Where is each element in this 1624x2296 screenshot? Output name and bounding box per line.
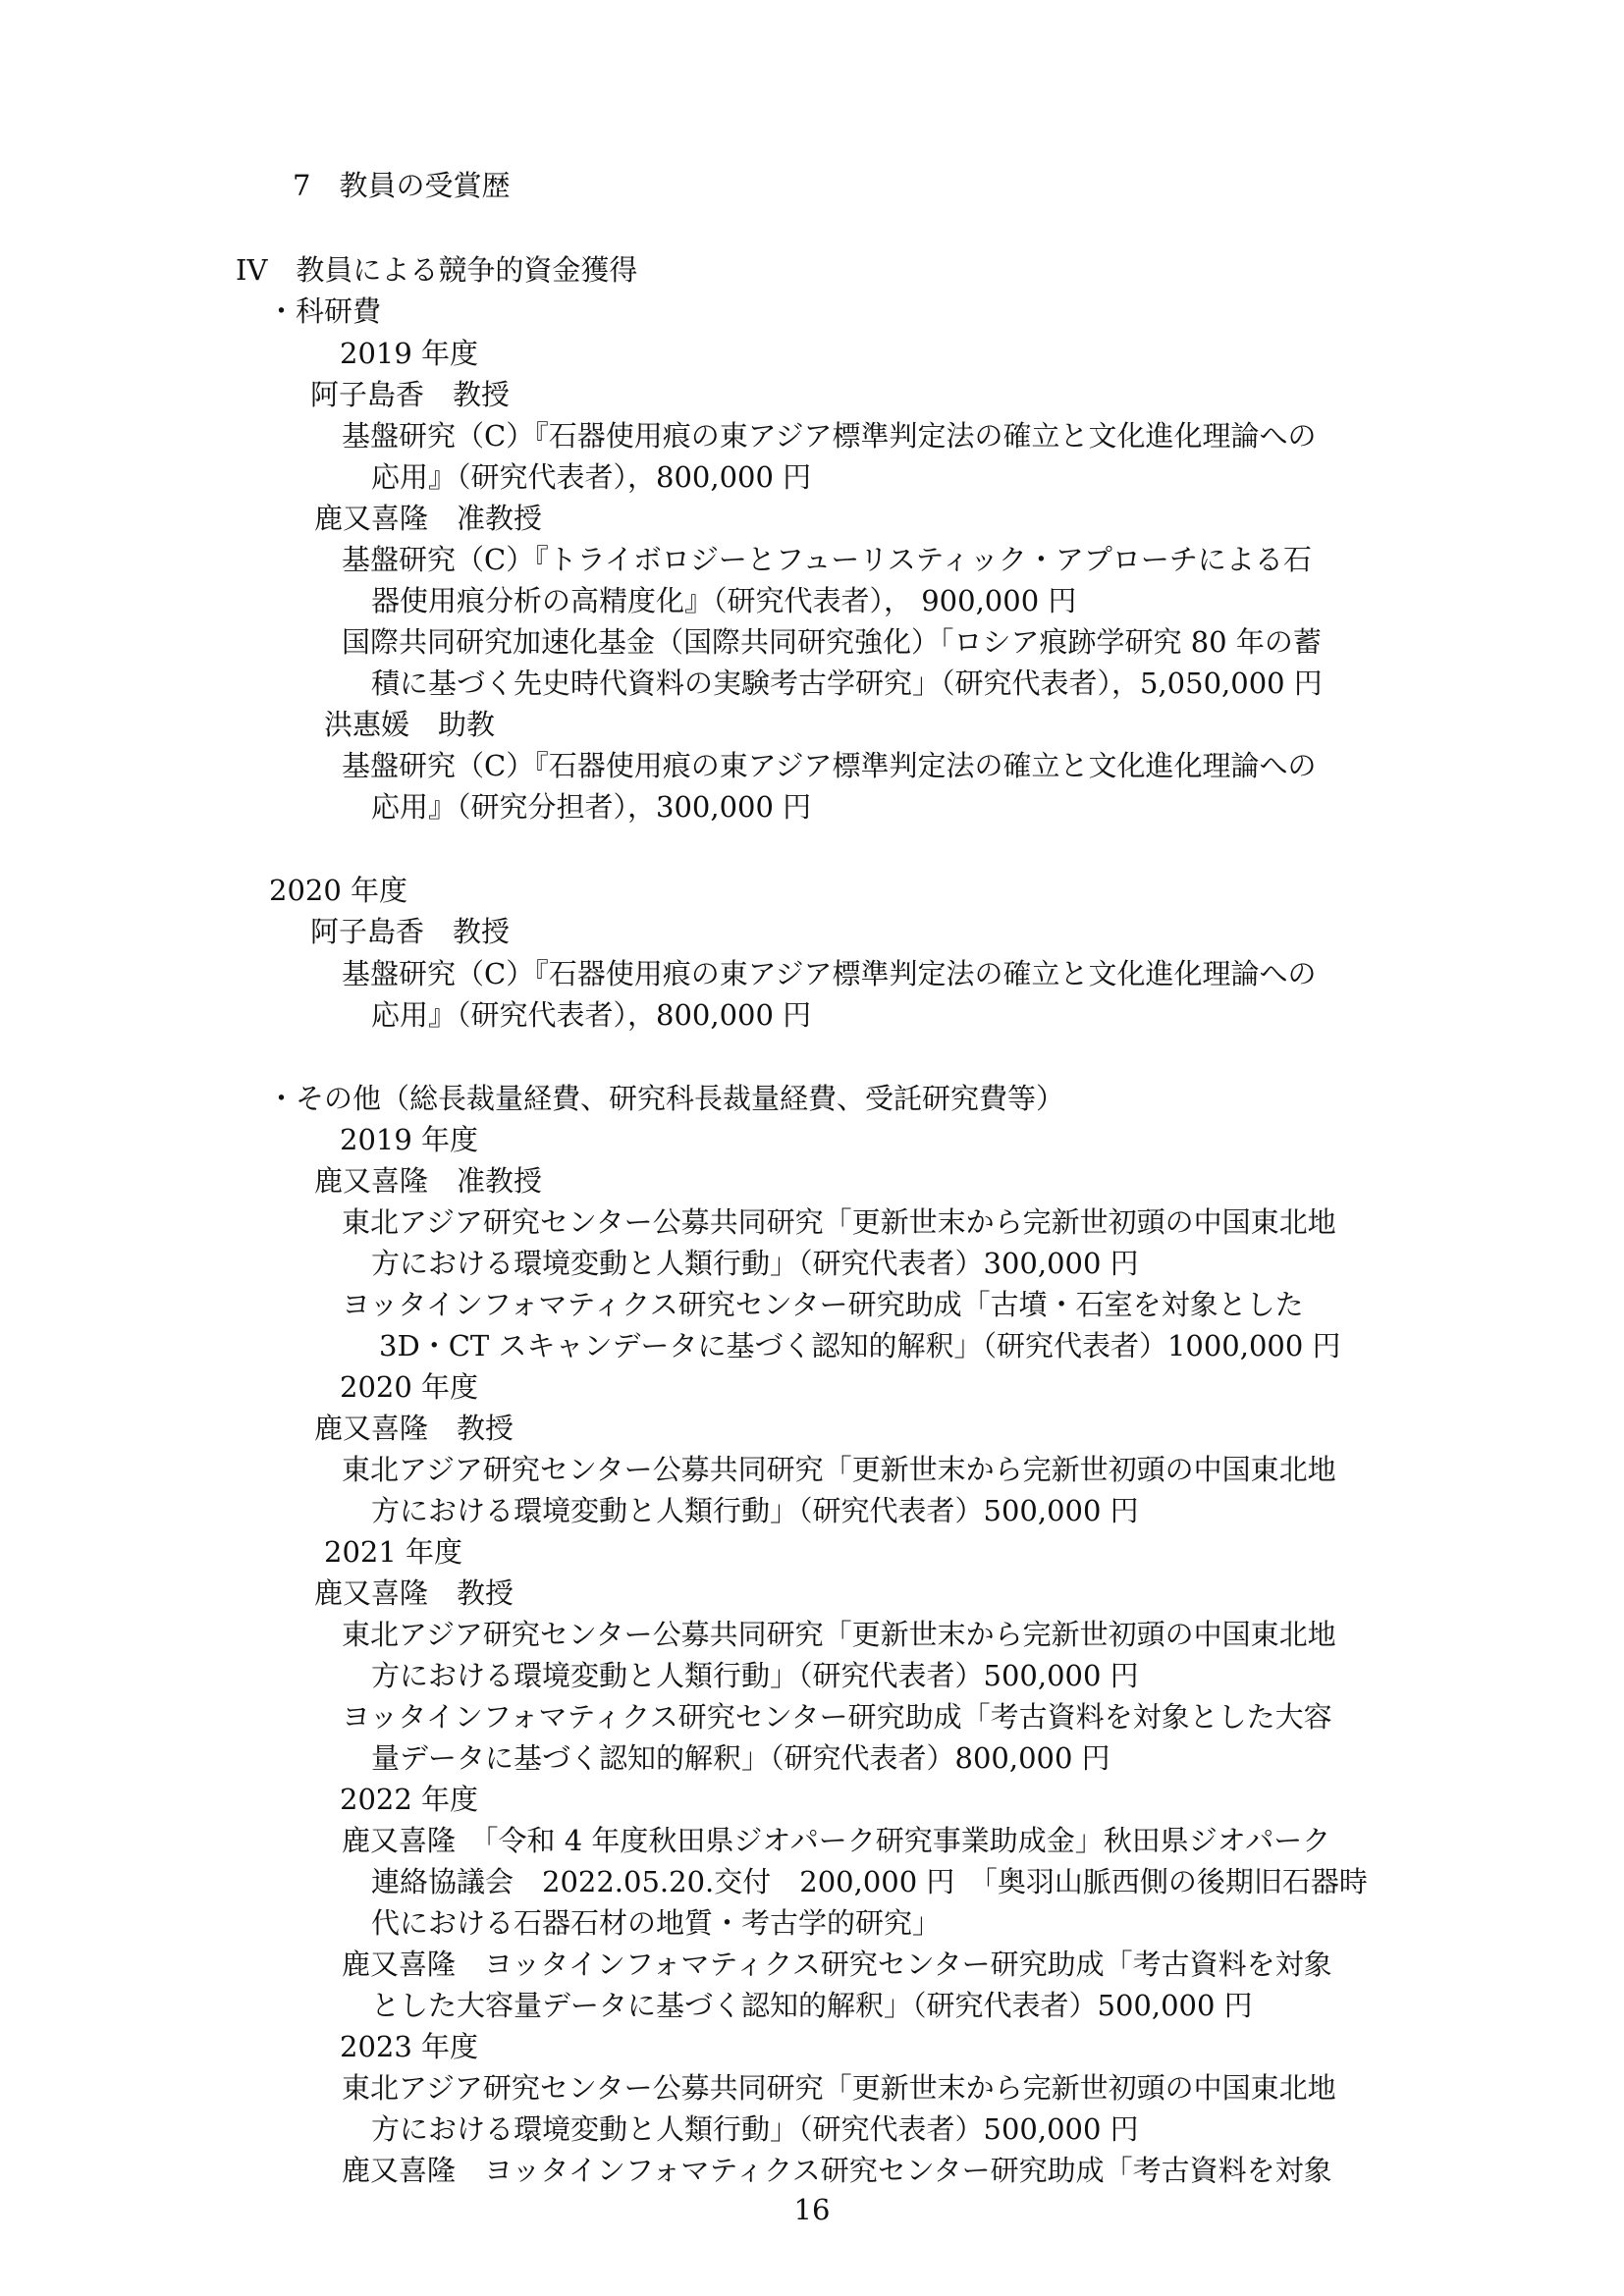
kakenhi-2020-grant-1-line-2: 応用』（研究代表者），800,000 円: [371, 998, 812, 1032]
other-2020-year: 2020 年度: [340, 1370, 479, 1404]
other-2022-grant-2-line-1: 鹿又喜隆 ヨッタインフォマティクス研究センター研究助成「考古資料を対象: [342, 1948, 1332, 1981]
other-2019-grant-1-line-2: 方における環境変動と人類行動」（研究代表者）300,000 円: [371, 1247, 1139, 1280]
other-2023-grant-1-line-2: 方における環境変動と人類行動」（研究代表者）500,000 円: [371, 2112, 1139, 2146]
other-2019-grant-1-line-1: 東北アジア研究センター公募共同研究「更新世末から完新世初頭の中国東北地: [342, 1205, 1336, 1239]
kakenhi-2019-grant-2-line-1: 基盤研究（C）『トライボロジーとフューリスティック・アプローチによる石: [342, 543, 1312, 576]
other-2021-grant-1-line-1: 東北アジア研究センター公募共同研究「更新世末から完新世初頭の中国東北地: [342, 1618, 1336, 1651]
other-2020-grant-1-line-1: 東北アジア研究センター公募共同研究「更新世末から完新世初頭の中国東北地: [342, 1453, 1336, 1486]
kakenhi-2020-person-1: 阿子島香 教授: [310, 915, 511, 948]
kakenhi-2019-year: 2019 年度: [340, 337, 479, 370]
other-2022-grant-1-line-2: 連絡協議会 2022.05.20.交付 200,000 円 「奥羽山脈西側の後期旧石器時: [371, 1865, 1368, 1898]
kakenhi-2019-person-1: 阿子島香 教授: [310, 378, 511, 411]
kakenhi-2019-grant-3-line-2: 積に基づく先史時代資料の実験考古学研究」（研究代表者），5,050,000 円: [371, 667, 1323, 700]
kakenhi-2019-grant-4-line-1: 基盤研究（C）『石器使用痕の東アジア標準判定法の確立と文化進化理論への: [342, 749, 1317, 782]
page-number: 16: [793, 2193, 831, 2226]
other-2021-person: 鹿又喜隆 教授: [314, 1576, 514, 1610]
kakenhi-2019-grant-1-line-1: 基盤研究（C）『石器使用痕の東アジア標準判定法の確立と文化進化理論への: [342, 419, 1317, 453]
other-2019-year: 2019 年度: [340, 1123, 479, 1156]
other-2020-grant-1-line-2: 方における環境変動と人類行動」（研究代表者）500,000 円: [371, 1494, 1139, 1527]
other-2021-grant-2-line-1: ヨッタインフォマティクス研究センター研究助成「考古資料を対象とした大容: [342, 1700, 1332, 1734]
section-heading-7: 7 教員の受賞歴: [293, 169, 511, 202]
other-2023-grant-1-line-1: 東北アジア研究センター公募共同研究「更新世末から完新世初頭の中国東北地: [342, 2071, 1336, 2105]
kakenhi-2019-grant-4-line-2: 応用』（研究分担者），300,000 円: [371, 790, 812, 824]
other-2019-grant-2-line-2: 3D・CT スキャンデータに基づく認知的解釈」（研究代表者）1000,000 円: [379, 1329, 1341, 1362]
kakenhi-2019-grant-2-line-2: 器使用痕分析の高精度化』（研究代表者）， 900,000 円: [371, 584, 1077, 617]
other-2021-grant-1-line-2: 方における環境変動と人類行動」（研究代表者）500,000 円: [371, 1659, 1139, 1692]
other-2023-year: 2023 年度: [340, 2030, 479, 2063]
kakenhi-bullet: ・科研費: [267, 294, 382, 328]
kakenhi-2020-year: 2020 年度: [269, 874, 408, 907]
kakenhi-2019-person-2: 鹿又喜隆 准教授: [314, 502, 543, 535]
kakenhi-2019-grant-1-line-2: 応用』（研究代表者），800,000 円: [371, 460, 812, 494]
other-2023-grant-2-line-1: 鹿又喜隆 ヨッタインフォマティクス研究センター研究助成「考古資料を対象: [342, 2154, 1332, 2187]
other-2022-grant-2-line-2: とした大容量データに基づく認知的解釈」（研究代表者）500,000 円: [371, 1989, 1253, 2022]
other-2021-grant-2-line-2: 量データに基づく認知的解釈」（研究代表者）800,000 円: [371, 1741, 1110, 1775]
kakenhi-2019-grant-3-line-1: 国際共同研究加速化基金（国際共同研究強化）「ロシア痕跡学研究 80 年の蓄: [342, 625, 1322, 659]
other-2022-grant-1-line-1: 鹿又喜隆 「令和 4 年度秋田県ジオパーク研究事業助成金」秋田県ジオパーク: [342, 1824, 1331, 1857]
other-bullet: ・その他（総長裁量経費、研究科長裁量経費、受託研究費等）: [267, 1082, 1065, 1115]
other-2021-year: 2021 年度: [324, 1535, 463, 1569]
other-2020-person: 鹿又喜隆 教授: [314, 1412, 514, 1445]
other-2019-grant-2-line-1: ヨッタインフォマティクス研究センター研究助成「古墳・石室を対象とした: [342, 1288, 1304, 1321]
kakenhi-2019-person-3: 洪惠媛 助教: [324, 708, 496, 741]
section-heading-iv: IV 教員による競争的資金獲得: [236, 253, 638, 287]
other-2019-person: 鹿又喜隆 准教授: [314, 1164, 543, 1198]
other-2022-grant-1-line-3: 代における石器石材の地質・考古学的研究」: [371, 1906, 942, 1940]
kakenhi-2020-grant-1-line-1: 基盤研究（C）『石器使用痕の東アジア標準判定法の確立と文化進化理論への: [342, 957, 1317, 990]
other-2022-year: 2022 年度: [340, 1783, 479, 1816]
